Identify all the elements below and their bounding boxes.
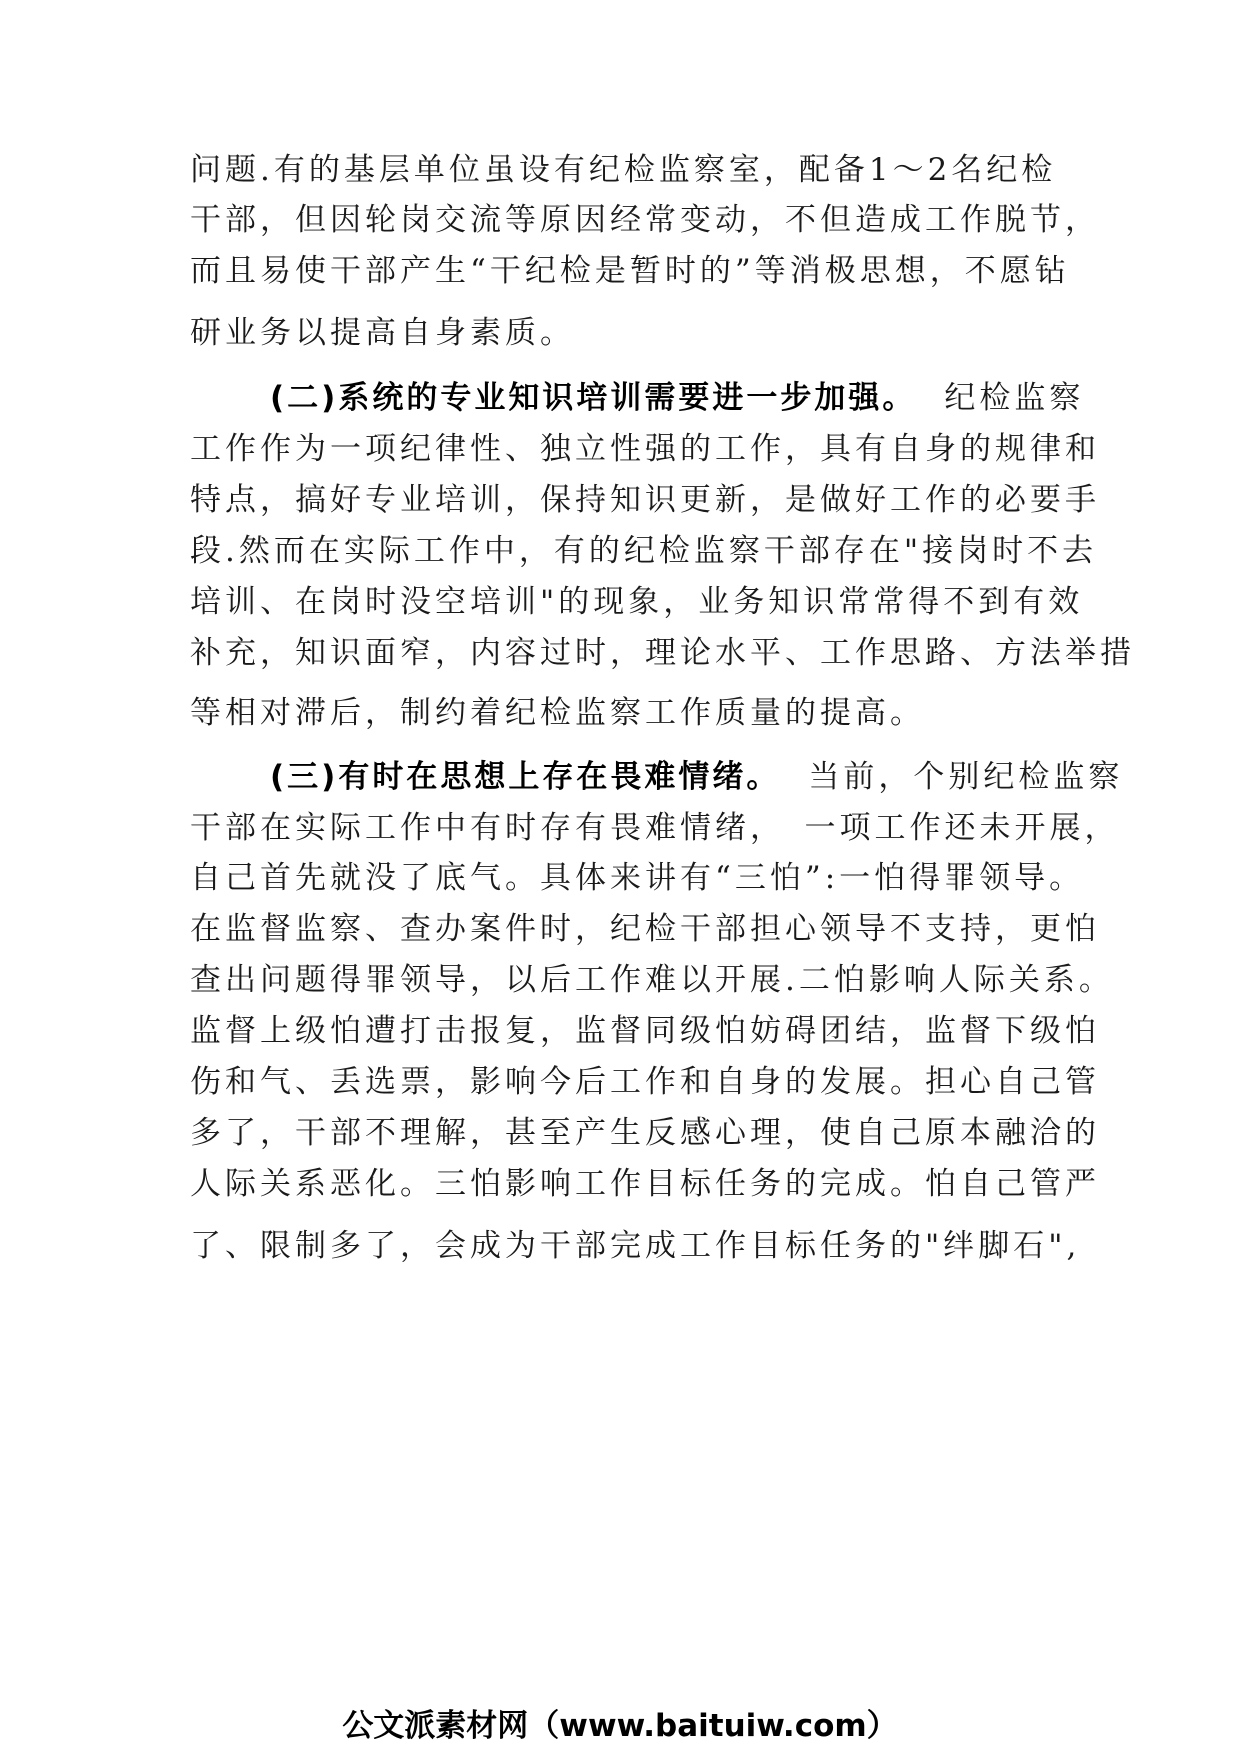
paragraph-line: 特点，搞好专业培训，保持知识更新，是做好工作的必要手 xyxy=(190,482,1100,518)
paragraph-line: 段.然而在实际工作中，有的纪检监察干部存在"接岗时不去 xyxy=(190,533,1098,569)
paragraph-line: 查出问题得罪领导，以后工作难以开展.二怕影响人际关系。 xyxy=(190,962,1114,998)
section-heading-line xyxy=(270,378,1085,418)
paragraph-line: 工作作为一项纪律性、独立性强的工作，具有自身的规律和 xyxy=(190,431,1100,467)
paragraph-line: 多了，干部不理解，甚至产生反感心理，使自己原本融洽的 xyxy=(190,1115,1100,1151)
paragraph-line: 等相对滞后，制约着纪检监察工作质量的提高。 xyxy=(190,695,925,731)
paragraph-line: 干部在实际工作中有时存有畏难情绪， 一项工作还未开展， xyxy=(190,810,1120,846)
paragraph-line: 了、限制多了，会成为干部完成工作目标任务的"绊脚石", xyxy=(190,1228,1081,1264)
paragraph-line: 在监督监察、查办案件时，纪检干部担心领导不支持，更怕 xyxy=(190,911,1100,947)
paragraph-line: 培训、在岗时没空培训"的现象，业务知识常常得不到有效 xyxy=(190,584,1084,620)
paragraph-line: 人际关系恶化。三怕影响工作目标任务的完成。怕自己管严 xyxy=(190,1166,1100,1202)
section-heading: (二)系统的专业知识培训需要进一步加强。 xyxy=(270,380,917,416)
section-lead-text: 纪检监察 xyxy=(944,380,1085,416)
paragraph-line: 补充，知识面窄，内容过时，理论水平、工作思路、方法举措 xyxy=(190,635,1135,671)
paragraph-line: 伤和气、丢选票，影响今后工作和自身的发展。担心自己管 xyxy=(190,1064,1100,1100)
paragraph-line: 自己首先就没了底气。具体来讲有“三怕”:一怕得罪领导。 xyxy=(190,860,1085,896)
paragraph-line: 监督上级怕遭打击报复，监督同级怕妨碍团结，监督下级怕 xyxy=(190,1013,1100,1049)
paragraph-line: 干部，但因轮岗交流等原因经常变动，不但造成工作脱节， xyxy=(190,202,1100,238)
section-lead-text: 当前，个别纪检监察 xyxy=(808,759,1124,795)
paragraph-line: 研业务以提高自身素质。 xyxy=(190,315,575,351)
section-heading-line xyxy=(270,757,1124,797)
paragraph-line: 问题.有的基层单位虽设有纪检监察室，配备1～2名纪检 xyxy=(190,152,1057,188)
section-heading: (三)有时在思想上存在畏难情绪。 xyxy=(270,759,781,795)
footer-source: 公文派素材网（www.baituiw.com） xyxy=(342,1708,898,1744)
paragraph-line: 而且易使干部产生“干纪检是暂时的”等消极思想，不愿钻 xyxy=(190,253,1070,289)
